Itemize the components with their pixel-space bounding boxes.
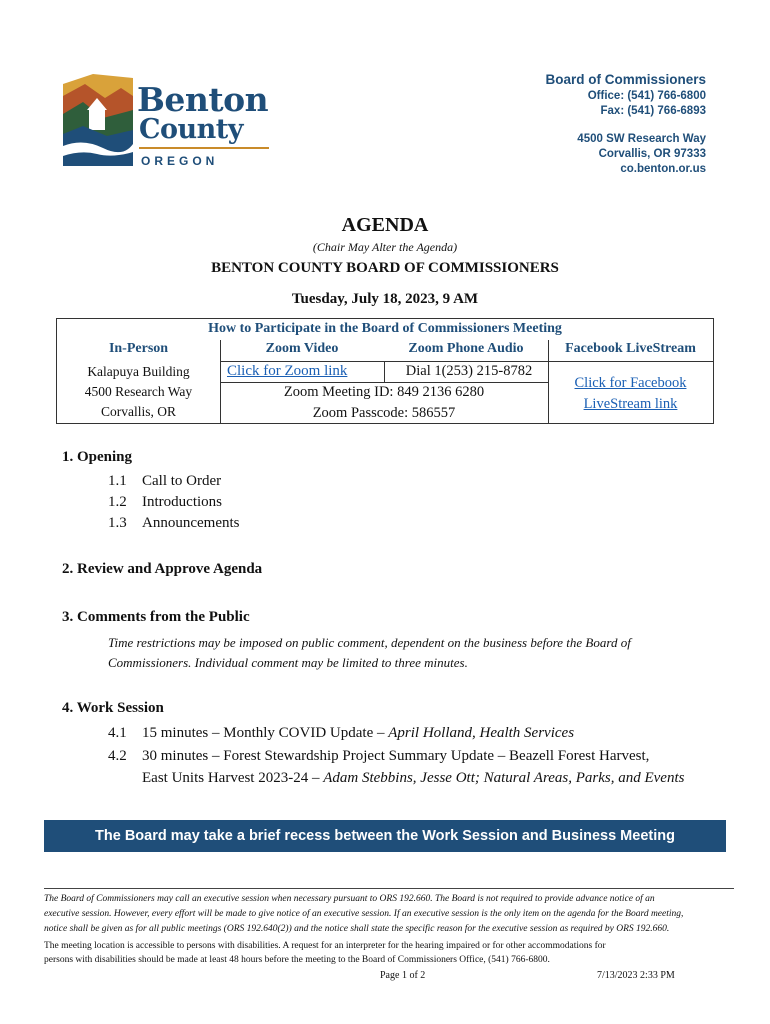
item-number: 1.1	[108, 473, 127, 489]
contact-fax: Fax: (541) 766-6893	[600, 105, 706, 117]
zoom-link[interactable]: Click for Zoom link	[227, 363, 348, 379]
accessibility-notice-line2: persons with disabilities should be made at least 48 hours before the meeting to the Board of Commissioners Office, (541) 766-6800.	[44, 955, 550, 965]
print-timestamp: 7/13/2023 2:33 PM	[597, 970, 675, 981]
in-person-building: Kalapuya Building	[87, 364, 190, 379]
contact-street: 4500 SW Research Way	[577, 133, 706, 145]
contact-city: Corvallis, OR 97333	[598, 148, 706, 160]
county-seal-icon	[63, 74, 133, 166]
participation-table	[56, 318, 714, 424]
zoom-phone-number: Dial 1(253) 215-8782	[405, 363, 533, 379]
item-text: 30 minutes – Forest Stewardship Project Summary Update – Beazell Forest Harvest,	[142, 748, 650, 764]
facebook-link-line1[interactable]: Click for Facebook	[574, 375, 687, 391]
in-person-address	[57, 362, 220, 422]
header-in-person: In-Person	[108, 341, 169, 356]
page-number: Page 1 of 2	[380, 970, 426, 981]
comments-note	[108, 633, 708, 673]
comments-note-line2: Commissioners. Individual comment may be limited to three minutes.	[108, 655, 468, 670]
section-review-title: 2. Review and Approve Agenda	[62, 561, 263, 577]
section-comments-title: 3. Comments from the Public	[62, 609, 250, 625]
item-number: 4.2	[108, 748, 127, 764]
contact-org: Board of Commissioners	[545, 72, 706, 87]
comments-note-line1: Time restrictions may be imposed on public comment, dependent on the business before the Board of	[108, 635, 631, 650]
section-opening-title: 1. Opening	[62, 449, 133, 465]
executive-notice-line1: The Board of Commissioners may call an executive session when necessary pursuant to ORS 192.660. The Board is not required to provide advance notice of an	[44, 894, 655, 904]
header-zoom-phone: Zoom Phone Audio	[408, 341, 524, 356]
item-text: 15 minutes – Monthly COVID Update –	[142, 725, 389, 741]
logo-benton-text: Benton	[137, 80, 269, 119]
item-presenter: Adam Stebbins, Jesse Ott; Natural Areas, Parks, and Events	[323, 770, 685, 786]
agenda-item	[108, 748, 649, 765]
agenda-subtitle: (Chair May Alter the Agenda)	[312, 240, 458, 254]
logo-rule	[139, 147, 269, 149]
zoom-passcode: Zoom Passcode: 586557	[312, 405, 456, 421]
item-text: Introductions	[142, 494, 222, 510]
table-divider	[384, 361, 385, 382]
agenda-item	[108, 494, 222, 511]
table-divider	[220, 382, 548, 383]
facebook-link[interactable]	[548, 373, 713, 415]
item-text: Call to Order	[142, 473, 222, 489]
item-presenter: April Holland, Health Services	[388, 725, 575, 741]
in-person-city: Corvallis, OR	[100, 404, 176, 419]
agenda-item	[108, 473, 221, 490]
executive-session-notice	[44, 892, 732, 937]
agenda-title: AGENDA	[341, 214, 429, 236]
agenda-item	[108, 725, 574, 742]
zoom-meeting-id: Zoom Meeting ID: 849 2136 6280	[283, 384, 485, 400]
agenda-item	[108, 515, 239, 532]
executive-notice-line2: executive session. However, every effort will be made to give notice of an executive session. If an executive session is the only item on the agenda for the Board meeting,	[44, 909, 684, 919]
in-person-street: 4500 Research Way	[84, 384, 193, 399]
facebook-link-line2[interactable]: LiveStream link	[583, 396, 678, 412]
contact-website: co.benton.or.us	[620, 163, 706, 175]
participation-title: How to Participate in the Board of Commissioners Meeting	[208, 321, 562, 336]
county-logo	[63, 74, 273, 172]
item-text: East Units Harvest 2023-24 –	[142, 770, 324, 786]
table-divider	[548, 361, 713, 362]
logo-oregon-text: OREGON	[141, 154, 219, 168]
header-zoom-video: Zoom Video	[265, 341, 339, 356]
footer-rule	[44, 888, 734, 889]
header-facebook: Facebook LiveStream	[565, 341, 696, 356]
contact-block	[545, 72, 706, 177]
board-title: BENTON COUNTY BOARD OF COMMISSIONERS	[211, 260, 559, 276]
accessibility-notice	[44, 939, 732, 967]
contact-office-phone: Office: (541) 766-6800	[587, 90, 706, 102]
table-divider	[220, 361, 548, 362]
section-work-session-title: 4. Work Session	[62, 700, 164, 716]
item-text: Announcements	[142, 515, 240, 531]
item-number: 4.1	[108, 725, 127, 741]
logo-county-text: County	[139, 114, 243, 145]
meeting-date: Tuesday, July 18, 2023, 9 AM	[291, 291, 479, 307]
item-number: 1.2	[108, 494, 127, 510]
accessibility-notice-line1: The meeting location is accessible to persons with disabilities. A request for an interpreter for the hearing impaired or for other accommodations for	[44, 941, 606, 951]
recess-banner: The Board may take a brief recess between the Work Session and Business Meeting	[44, 820, 726, 852]
item-number: 1.3	[108, 515, 127, 531]
executive-notice-line3: notice shall be given as for all public meetings (ORS 192.640(2)) and the notice shall state the specific reason for the executive session as required by ORS 192.660.	[44, 924, 670, 934]
agenda-item-continued	[142, 770, 684, 787]
